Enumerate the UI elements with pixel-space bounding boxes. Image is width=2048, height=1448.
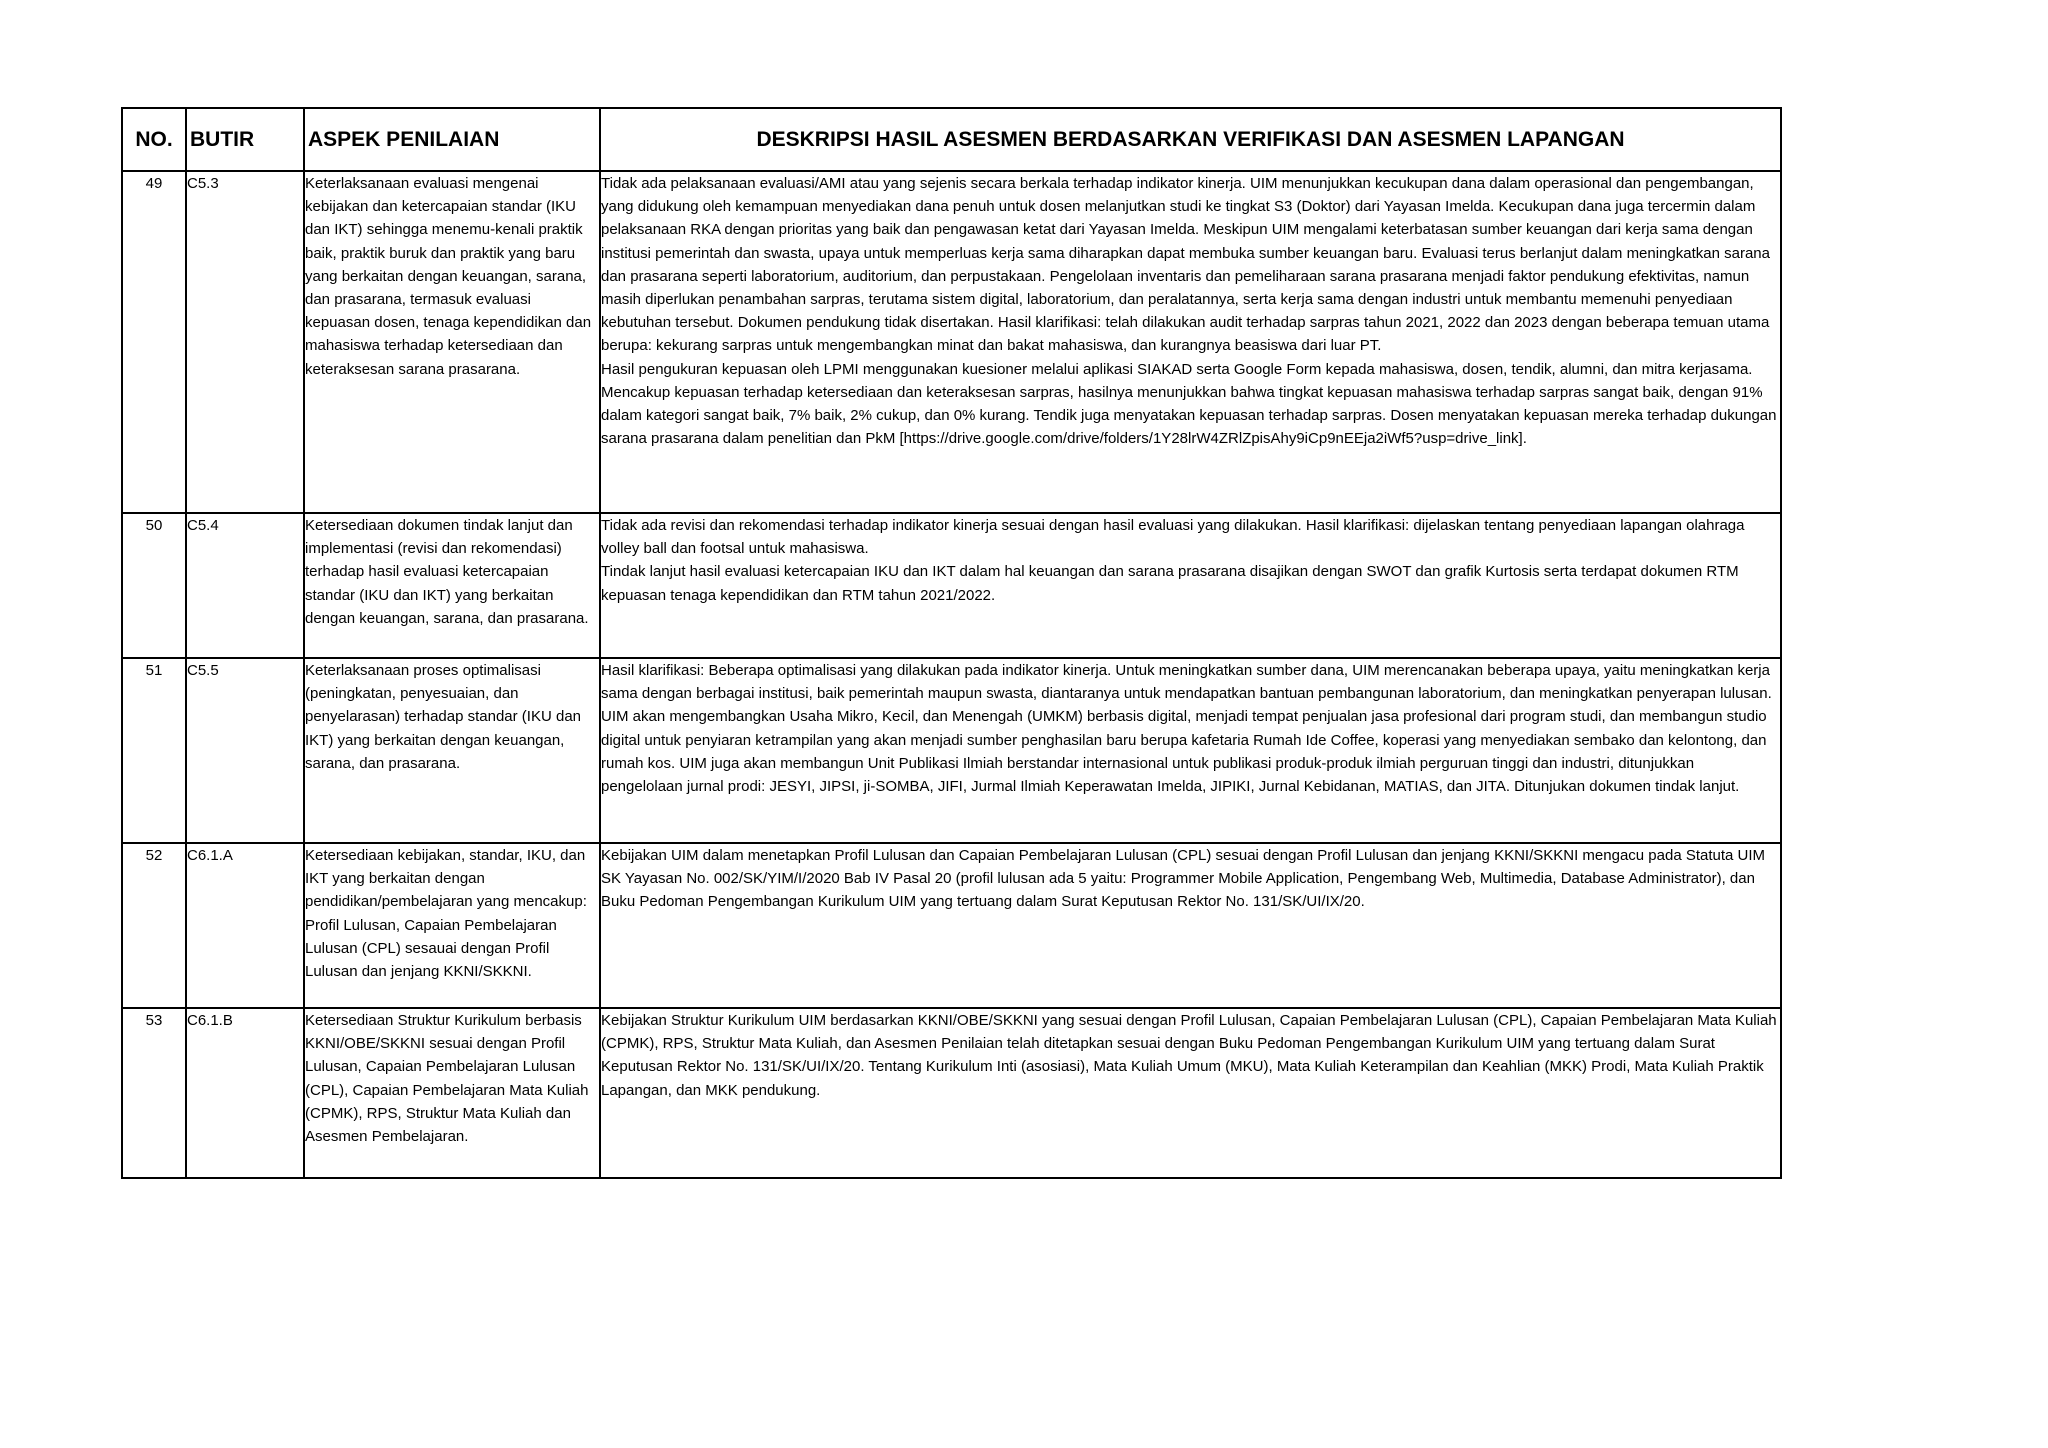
row-butir: C5.5 (186, 658, 304, 843)
row-deskripsi (600, 171, 1781, 513)
assessment-sheet (121, 107, 1780, 1179)
assessment-table (121, 107, 1782, 1179)
row-aspek: Keterlaksanaan proses optimalisasi (peningkatan, penyesuaian, dan penyelarasan) terhadap standar (IKU dan IKT) yang berkaitan dengan keuangan, sarana, dan prasarana. (304, 658, 600, 843)
row-deskripsi-paragraph: Kebijakan UIM dalam menetapkan Profil Lulusan dan Capaian Pembelajaran Lulusan (CPL) sesuai dengan Profil Lulusan dan jenjang KKNI/SKKNI mengacu pada Statuta UIM SK Yayasan No. 002/SK/YIM/I/2020 Bab IV Pasal 20 (profil lulusan ada 5 yaitu: Programmer Mobile Application, Pengembang Web, Multimedia, Database Administrator), dan Buku Pedoman Pengembangan Kurikulum UIM yang tertuang dalam Surat Keputusan Rektor No. 131/SK/UI/IX/20. (601, 847, 1766, 911)
table-row (122, 658, 1781, 843)
row-aspek: Ketersediaan Struktur Kurikulum berbasis KKNI/OBE/SKKNI sesuai dengan Profil Lulusan, Capaian Pembelajaran Lulusan (CPL), Capaian Pembelajaran Mata Kuliah (CPMK), RPS, Struktur Mata Kuliah dan Asesmen Pembelajaran. (304, 1008, 600, 1178)
row-aspek: Keterlaksanaan evaluasi mengenai kebijakan dan ketercapaian standar (IKU dan IKT) sehingga menemu-kenali praktik baik, praktik buruk dan praktik yang baru yang berkaitan dengan keuangan, sarana, dan prasarana, termasuk evaluasi kepuasan dosen, tenaga kependidikan dan mahasiswa terhadap ketersediaan dan keteraksesan sarana prasarana. (304, 171, 600, 513)
header-aspek: ASPEK PENILAIAN (304, 108, 600, 171)
row-no: 52 (122, 843, 186, 1008)
row-deskripsi-paragraph: Hasil pengukuran kepuasan oleh LPMI menggunakan kuesioner melalui aplikasi SIAKAD serta Google Form kepada mahasiswa, dosen, tendik, alumni, dan mitra kerjasama. Mencakup kepuasan terhadap ketersediaan dan keteraksesan sarpras, hasilnya menunjukkan bahwa tingkat kepuasan mahasiswa terhadap sarpras sangat baik, dengan 91% dalam kategori sangat baik, 7% baik, 2% cukup, dan 0% kurang. Tendik juga menyatakan kepuasan terhadap sarpras. Dosen menyatakan kepuasan mereka terhadap dukungan sarana prasarana dalam penelitian dan PkM [https://drive.google.com/drive/folders/1Y28lrW4ZRlZpisAhy9iCp9nEEja2iWf5?usp=drive_link]. (601, 360, 1777, 448)
row-deskripsi-paragraph: Tidak ada pelaksanaan evaluasi/AMI atau yang sejenis secara berkala terhadap indikator kinerja. UIM menunjukkan kecukupan dana dalam operasional dan pengembangan, yang didukung oleh kemampuan menyediakan dana penuh untuk dosen melanjutkan studi ke tingkat S3 (Doktor) dari Yayasan Imelda. Kecukupan dana juga tercermin dalam pelaksanaan RKA dengan prioritas yang baik dan pengawasan ketat dari Yayasan Imelda. Meskipun UIM mengalami keterbatasan sumber keuangan dari kerja sama dengan institusi pemerintah dan swasta, upaya untuk memperluas kerja sama diharapkan dapat membuka sumber keuangan baru. Evaluasi terus berlanjut dalam meningkatkan sarana dan prasarana seperti laboratorium, auditorium, dan perpustakaan. Pengelolaan inventaris dan pemeliharaan sarana prasarana menjadi faktor pendukung efektivitas, namun masih diperlukan penambahan sarpras, terutama sistem digital, laboratorium, dan peralatannya, serta kerja sama dengan industri untuk membantu memenuhi penyediaan kebutuhan tersebut. Dokumen pendukung tidak disertakan. Hasil klarifikasi: telah dilakukan audit terhadap sarpras tahun 2021, 2022 dan 2023 dengan beberapa temuan utama berupa: kekurang sarpras untuk mengembangkan minat dan bakat mahasiswa, dan kurangnya beasiswa dari luar PT. (601, 175, 1770, 355)
row-deskripsi-paragraph: Hasil klarifikasi: Beberapa optimalisasi yang dilakukan pada indikator kinerja. Untuk meningkatkan sumber dana, UIM merencanakan beberapa upaya, yaitu meningkatkan kerja sama dengan berbagai institusi, baik pemerintah maupun swasta, diantaranya untuk mendapatkan bantuan pembangunan laboratorium, dan meningkatkan penyerapan lulusan. UIM akan mengembangkan Usaha Mikro, Kecil, dan Menengah (UMKM) berbasis digital, menjadi tempat penjualan jasa profesional dari program studi, dan membangun studio digital untuk penyiaran ketrampilan yang akan menjadi sumber penghasilan baru berupa kafetaria Rumah Ide Coffee, koperasi yang menyediakan sembako dan kelontong, dan rumah kos. UIM juga akan membangun Unit Publikasi Ilmiah berstandar internasional untuk publikasi produk-produk ilmiah perguruan tinggi dan industri, ditunjukkan pengelolaan jurnal prodi: JESYI, JIPSI, ji-SOMBA, JIFI, Jurmal Ilmiah Keperawatan Imelda, JIPIKI, Jurnal Kebidanan, MATIAS, dan JITA. Ditunjukan dokumen tindak lanjut. (601, 662, 1772, 796)
row-no: 51 (122, 658, 186, 843)
header-deskripsi: DESKRIPSI HASIL ASESMEN BERDASARKAN VERIFIKASI DAN ASESMEN LAPANGAN (600, 108, 1781, 171)
row-deskripsi-paragraph: Tidak ada revisi dan rekomendasi terhadap indikator kinerja sesuai dengan hasil evaluasi yang dilakukan. Hasil klarifikasi: dijelaskan tentang penyediaan lapangan olahraga volley ball dan footsal untuk mahasiswa. (601, 517, 1745, 558)
row-butir: C5.4 (186, 513, 304, 658)
table-row (122, 843, 1781, 1008)
header-butir: BUTIR (186, 108, 304, 171)
row-no: 49 (122, 171, 186, 513)
row-aspek: Ketersediaan kebijakan, standar, IKU, dan IKT yang berkaitan dengan pendidikan/pembelajaran yang mencakup: Profil Lulusan, Capaian Pembelajaran Lulusan (CPL) sesauai dengan Profil Lulusan dan jenjang KKNI/SKKNI. (304, 843, 600, 1008)
row-butir: C6.1.B (186, 1008, 304, 1178)
table-row (122, 171, 1781, 513)
row-no: 53 (122, 1008, 186, 1178)
row-deskripsi (600, 1008, 1781, 1178)
table-header-row (122, 108, 1781, 171)
row-deskripsi (600, 843, 1781, 1008)
header-no: NO. (122, 108, 186, 171)
row-deskripsi-paragraph: Tindak lanjut hasil evaluasi ketercapaian IKU dan IKT dalam hal keuangan dan sarana prasarana disajikan dengan SWOT dan grafik Kurtosis serta terdapat dokumen RTM kepuasan tenaga kependidikan dan RTM tahun 2021/2022. (601, 563, 1739, 604)
row-butir: C6.1.A (186, 843, 304, 1008)
row-deskripsi (600, 658, 1781, 843)
table-row (122, 1008, 1781, 1178)
row-aspek: Ketersediaan dokumen tindak lanjut dan implementasi (revisi dan rekomendasi) terhadap hasil evaluasi ketercapaian standar (IKU dan IKT) yang berkaitan dengan keuangan, sarana, dan prasarana. (304, 513, 600, 658)
row-deskripsi-paragraph: Kebijakan Struktur Kurikulum UIM berdasarkan KKNI/OBE/SKKNI yang sesuai dengan Profil Lulusan, Capaian Pembelajaran Lulusan (CPL), Capaian Pembelajaran Mata Kuliah (CPMK), RPS, Struktur Mata Kuliah, dan Asesmen Penilaian telah ditetapkan sesuai dengan Buku Pedoman Pengembangan Kurikulum UIM yang tertuang dalam Surat Keputusan Rektor No. 131/SK/UI/IX/20. Tentang Kurikulum Inti (asosiasi), Mata Kuliah Umum (MKU), Mata Kuliah Keterampilan dan Keahlian (MKK) Prodi, Mata Kuliah Praktik Lapangan, dan MKK pendukung. (601, 1012, 1777, 1099)
row-butir: C5.3 (186, 171, 304, 513)
row-no: 50 (122, 513, 186, 658)
table-row (122, 513, 1781, 658)
row-deskripsi (600, 513, 1781, 658)
